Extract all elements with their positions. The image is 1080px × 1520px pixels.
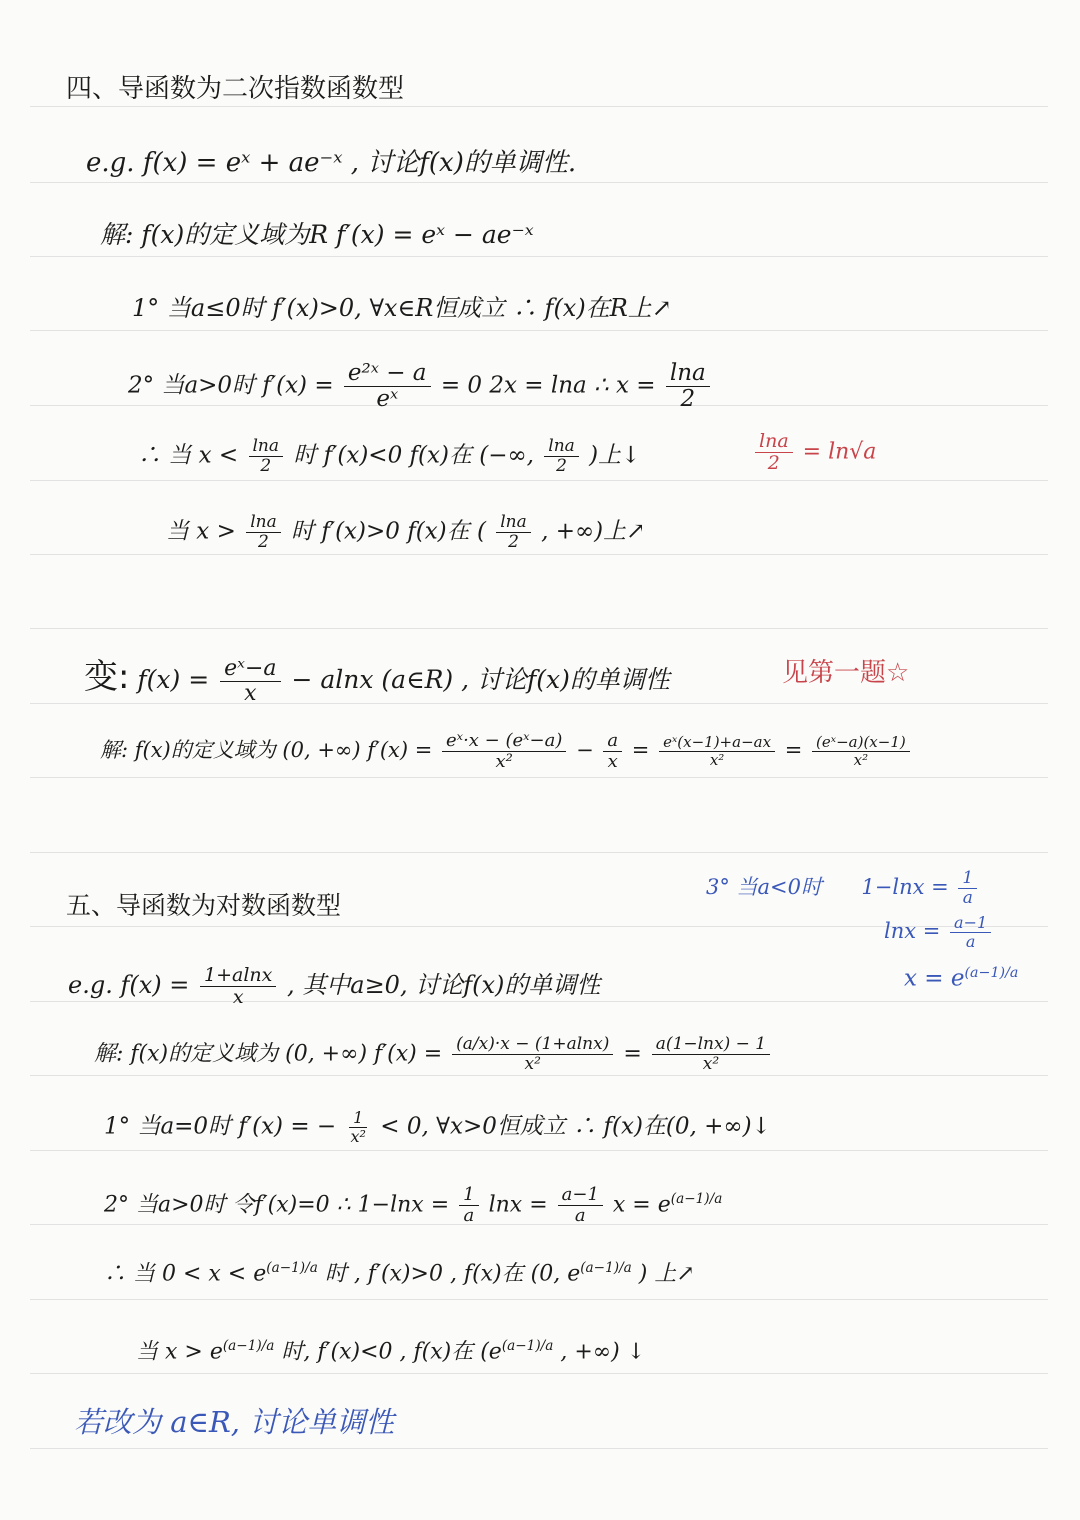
text-segment: =	[623, 1041, 642, 1067]
lna-half-fraction	[246, 514, 281, 551]
fraction-numerator: a−1	[950, 915, 991, 933]
fraction-numerator: eˣ−a	[220, 658, 280, 682]
text-segment: −	[576, 738, 594, 762]
exponent: (a−1)/a	[222, 1338, 275, 1354]
fraction-numerator: lna	[246, 514, 281, 533]
text-segment: 时 , f′(x)>0 , f(x)在 (0, e	[324, 1261, 581, 1287]
fraction-denominator: a	[463, 1205, 475, 1226]
text-segment: =	[784, 738, 803, 762]
case2-result-numerator: lna	[666, 362, 710, 387]
fraction-denominator: 2	[767, 452, 780, 474]
text-segment: 当 x >	[166, 518, 236, 545]
exponent: (a−1)/a	[501, 1338, 554, 1354]
fraction-numerator: lna	[249, 438, 284, 457]
text-segment: lnx =	[488, 1192, 548, 1218]
fraction-numerator: a−1	[558, 1186, 603, 1206]
text-segment: < 0, ∀x>0恒成立 ∴ f(x)在(0, +∞)↓	[380, 1113, 771, 1140]
fraction-denominator: x²	[853, 751, 869, 769]
derivative-fraction-2	[652, 1036, 770, 1073]
ruled-line	[30, 1448, 1048, 1449]
variant-fraction	[220, 658, 280, 705]
section4-example: e.g. f(x) = eˣ + ae⁻ˣ , 讨论f(x)的单调性.	[86, 148, 577, 178]
section4-increasing-line	[166, 514, 645, 551]
derivative-fraction-1	[442, 732, 566, 771]
text-segment: =	[631, 738, 650, 762]
text-segment: lnx =	[884, 919, 941, 943]
fraction-numerator: 1	[459, 1186, 478, 1206]
ruled-line	[30, 628, 1048, 629]
derivative-fraction-3	[659, 735, 775, 768]
variant-label: 变:	[84, 657, 130, 697]
variant-solution	[100, 732, 913, 771]
red-note-result: = ln√a	[802, 439, 877, 465]
fraction-denominator: x²	[350, 1127, 366, 1146]
fraction-numerator: 1	[958, 870, 977, 889]
ruled-line	[30, 777, 1048, 778]
ruled-line	[30, 1150, 1048, 1151]
derivative-fraction-2	[603, 732, 622, 771]
section4-title: 四、导函数为二次指数函数型	[66, 74, 405, 104]
text-segment: 3° 当a<0时	[706, 875, 823, 899]
text-segment: ) 上↗	[638, 1261, 695, 1287]
red-note-sqrt	[752, 432, 876, 473]
exponent: (a−1)/a	[670, 1191, 723, 1208]
blue-note-line3	[904, 966, 1018, 991]
example-fraction	[200, 966, 276, 1007]
exponent: (a−1)/a	[580, 1260, 632, 1276]
exponent: (a−1)/a	[266, 1260, 318, 1276]
text-segment: 时 f′(x)>0 f(x)在 (	[291, 518, 486, 545]
section4-case1: 1° 当a≤0时 f′(x)>0, ∀x∈R恒成立 ∴ f(x)在R上↗	[132, 294, 672, 322]
fraction-denominator: x²	[702, 1054, 720, 1074]
fraction-denominator: 2	[508, 532, 519, 552]
text-segment: 时 f′(x)<0 f(x)在 (−∞,	[293, 442, 534, 469]
red-note-fraction	[755, 432, 793, 473]
blue-fraction-2	[950, 915, 991, 950]
fraction-denominator: 2	[556, 456, 567, 476]
text-segment: − alnx (a∈R) , 讨论f(x)的单调性	[291, 665, 670, 694]
fraction-numerator: eˣ·x − (eˣ−a)	[442, 732, 566, 752]
ruled-line	[30, 1075, 1048, 1076]
text-segment: 时, f′(x)<0 , f(x)在 (e	[281, 1339, 502, 1365]
fraction-numerator: 1	[349, 1110, 367, 1128]
fraction-denominator: a	[962, 888, 973, 908]
section5-case1	[104, 1110, 771, 1145]
text-segment: , +∞) ↓	[560, 1339, 646, 1365]
fraction-numerator: (a/x)·x − (1+alnx)	[452, 1036, 613, 1055]
case2-numerator: e²ˣ − a	[344, 362, 431, 387]
derivative-fraction-1	[452, 1036, 613, 1073]
blue-footer-note: 若改为 a∈R, 讨论单调性	[74, 1405, 395, 1439]
fraction-denominator: x²	[709, 751, 725, 769]
text-segment: 1° 当a=0时 f′(x) = −	[104, 1113, 337, 1140]
ruled-line	[30, 182, 1048, 183]
red-note-see-first: 见第一题☆	[782, 658, 910, 688]
fraction-denominator: x²	[524, 1054, 541, 1074]
section4-decreasing-line	[138, 438, 640, 475]
section5-example	[68, 966, 600, 1007]
text-segment: )上↓	[589, 442, 641, 469]
fraction-denominator: a	[965, 932, 976, 951]
section4-case2	[128, 362, 713, 411]
fraction-denominator: x	[607, 751, 618, 772]
ruled-line	[30, 330, 1048, 331]
text-segment: 解: f(x)的定义域为 (0, +∞) f′(x) =	[94, 1041, 443, 1067]
fraction-numerator: eˣ(x−1)+a−ax	[659, 735, 775, 752]
case2-fraction	[344, 362, 431, 411]
section5-increasing-line	[104, 1262, 695, 1285]
case2-result-fraction	[666, 362, 710, 411]
ruled-line	[30, 480, 1048, 481]
case2-denominator: eˣ	[376, 386, 399, 412]
blue-note-line2	[884, 915, 994, 950]
section5-case2	[104, 1186, 722, 1225]
case1-fraction	[347, 1110, 370, 1145]
fraction-denominator: x	[232, 986, 244, 1008]
ruled-line	[30, 1299, 1048, 1300]
case2-fraction-2	[558, 1186, 603, 1225]
fraction-numerator: lna	[755, 432, 793, 453]
section4-solution: 解: f(x)的定义域为R f′(x) = eˣ − ae⁻ˣ	[100, 220, 534, 249]
text-segment: ∴ 当 0 < x < e	[104, 1261, 267, 1287]
lna-half-fraction	[249, 438, 284, 475]
case2-result-denominator: 2	[680, 386, 696, 412]
variant-problem	[84, 658, 670, 705]
text-segment: 当 x > e	[136, 1339, 223, 1365]
text-segment: , 其中a≥0, 讨论f(x)的单调性	[287, 971, 601, 999]
text-segment: 2° 当a>0时 令f′(x)=0 ∴ 1−lnx =	[104, 1192, 450, 1218]
fraction-denominator: x²	[495, 751, 513, 772]
fraction-numerator: 1+alnx	[200, 966, 276, 987]
text-segment: f(x) =	[137, 665, 210, 694]
fraction-denominator: x	[244, 681, 257, 706]
ruled-line	[30, 106, 1048, 107]
fraction-numerator: lna	[496, 514, 531, 533]
ruled-line	[30, 852, 1048, 853]
text-segment: x = e	[904, 965, 965, 992]
lna-half-fraction	[496, 514, 531, 551]
text-segment: 解: f(x)的定义域为 (0, +∞) f′(x) =	[100, 738, 433, 762]
blue-fraction-1a	[958, 870, 977, 907]
section5-solution	[94, 1036, 773, 1073]
case2-fraction-1	[459, 1186, 478, 1225]
blue-note-line1	[706, 870, 980, 907]
text-segment: 1−lnx =	[861, 875, 949, 899]
fraction-numerator: a	[603, 732, 622, 752]
fraction-numerator: lna	[544, 438, 579, 457]
case2-prefix: 2° 当a>0时 f′(x) =	[128, 372, 334, 399]
exponent: (a−1)/a	[964, 965, 1019, 981]
section5-decreasing-line	[136, 1340, 645, 1363]
fraction-denominator: 2	[260, 456, 272, 476]
lna-half-fraction	[544, 438, 579, 475]
text-segment: , +∞)上↗	[541, 518, 646, 545]
derivative-fraction-4	[812, 735, 910, 768]
section5-title: 五、导函数为对数函数型	[66, 891, 342, 920]
ruled-line	[30, 256, 1048, 257]
text-segment: ∴ 当 x <	[138, 442, 239, 469]
fraction-numerator: (eˣ−a)(x−1)	[812, 735, 910, 752]
fraction-denominator: 2	[258, 532, 269, 552]
case2-mid: = 0 2x = lna ∴ x =	[440, 372, 656, 399]
text-segment: e.g. f(x) =	[68, 971, 190, 999]
fraction-denominator: a	[574, 1205, 586, 1226]
ruled-line	[30, 1373, 1048, 1374]
ruled-line	[30, 554, 1048, 555]
text-segment: x = e	[612, 1192, 671, 1218]
fraction-numerator: a(1−lnx) − 1	[652, 1036, 770, 1055]
